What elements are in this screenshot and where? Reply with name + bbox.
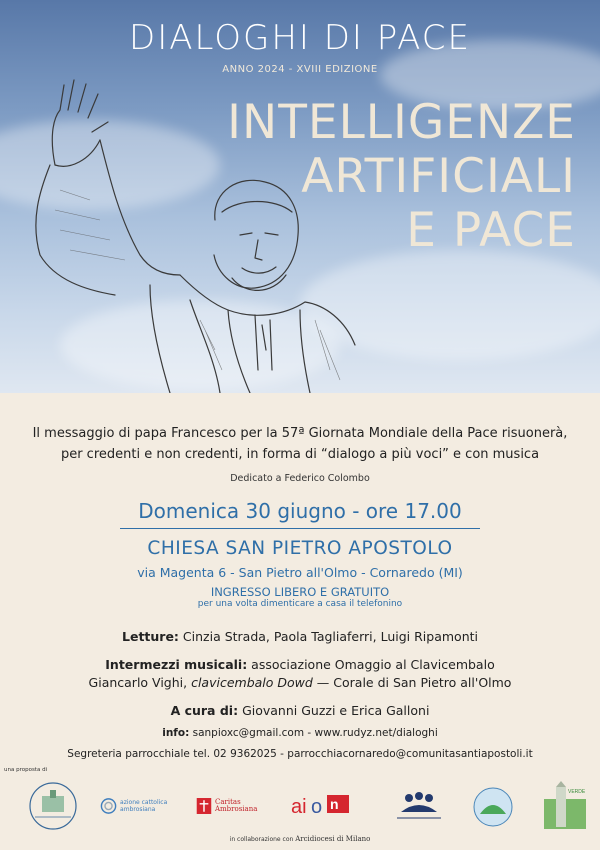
readers-names: Cinzia Strada, Paola Tagliaferri, Luigi Ripamonti <box>178 629 478 644</box>
info-line <box>0 727 600 739</box>
aion-logo <box>286 785 358 825</box>
edition-label: ANNO 2024 - XVIII EDIZIONE <box>222 64 378 75</box>
series-title: DIALOGHI DI PACE <box>129 18 471 58</box>
event-details <box>0 393 600 850</box>
caritas-logo <box>196 789 266 823</box>
readers-line <box>0 629 600 644</box>
intro-line-2: per credenti e non credenti, in forma di “dialogo a più voci” e con musica <box>60 447 540 462</box>
music-instrument: clavicembalo Dowd <box>191 675 313 690</box>
collab-organization: Arcidiocesi di Milano <box>295 835 371 843</box>
bici-natura-logo <box>470 785 516 829</box>
curators-label: A cura di: <box>170 703 239 718</box>
title-line-3: E PACE <box>406 203 576 258</box>
title-line-2: ARTIFICIALI <box>301 149 576 204</box>
comunita-pastorale-logo <box>22 781 84 831</box>
caritas-text: Caritas Ambrosiana <box>214 798 258 813</box>
svg-text:VERDE: VERDE <box>568 789 586 795</box>
azione-cattolica-logo <box>100 789 180 823</box>
curators-line <box>0 703 600 718</box>
entry-note: INGRESSO LIBERO E GRATUITO <box>210 585 390 599</box>
music-choir: — Corale di San Pietro all'Olmo <box>312 675 512 690</box>
dedication: Dedicato a Federico Colombo <box>230 473 370 484</box>
readers-label: Letture: <box>122 629 179 644</box>
curators-names: Giovanni Guzzi e Erica Galloni <box>238 703 430 718</box>
event-title <box>116 96 576 258</box>
phone-note: per una volta dimenticare a casa il telefonino <box>197 599 403 609</box>
info-contacts: sanpioxc@gmail.com - www.rudyz.net/dialoghi <box>189 727 438 739</box>
music-performer: Giancarlo Vighi, <box>88 675 192 690</box>
svg-text:o: o <box>311 796 323 818</box>
svg-text:n: n <box>330 796 339 812</box>
intro-text <box>0 423 600 465</box>
collaboration-line <box>0 835 600 843</box>
helder-camara-logo <box>388 785 450 827</box>
event-date: Domenica 30 giugno - ore 17.00 <box>138 499 462 523</box>
campanile-verde-logo <box>540 781 590 831</box>
event-address: via Magenta 6 - San Pietro all'Olmo - Cornaredo (MI) <box>137 565 463 580</box>
music-association: associazione Omaggio al Clavicembalo <box>247 657 495 672</box>
collab-prefix: in collaborazione con <box>229 836 294 843</box>
office-contacts: Segreteria parrocchiale tel. 02 9362025 - parrocchiacornaredo@comunitasantiapostoli.it <box>67 748 533 760</box>
svg-text:ai: ai <box>291 796 307 818</box>
event-venue: CHIESA SAN PIETRO APOSTOLO <box>147 538 453 559</box>
azione-cattolica-text: azione cattolica ambrosiana <box>120 799 168 813</box>
intro-line-1: Il messaggio di papa Francesco per la 57ª Giornata Mondiale della Pace risuonerà, <box>32 426 568 441</box>
music-line-2 <box>0 675 600 690</box>
music-line-1 <box>0 657 600 672</box>
hero-banner <box>0 0 600 393</box>
date-divider <box>120 528 480 529</box>
sponsor-logos <box>0 781 600 833</box>
info-label: info: <box>162 727 190 739</box>
proposed-by-label: una proposta di <box>4 767 48 773</box>
music-label: Intermezzi musicali: <box>105 657 248 672</box>
title-line-1: INTELLIGENZE <box>227 95 576 150</box>
